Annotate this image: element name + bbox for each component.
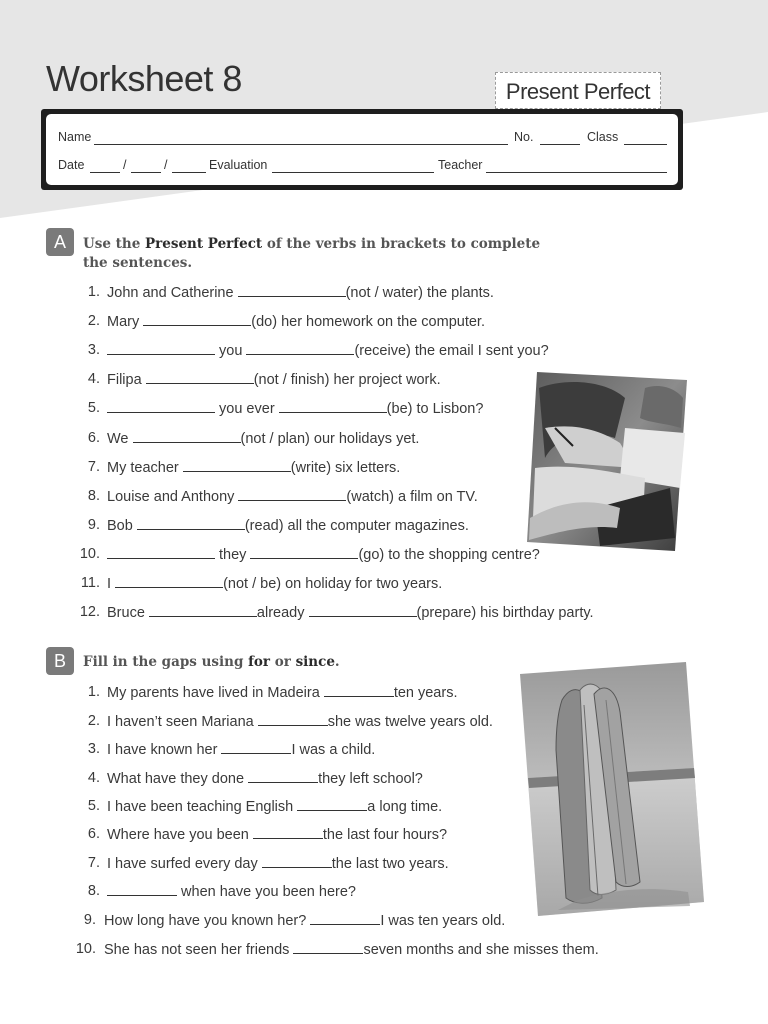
item-number: 6. [87, 826, 100, 842]
section-a-instruction [83, 235, 603, 273]
surfboards-beach-photo [518, 660, 706, 918]
sentence-text: Mary [107, 314, 144, 330]
sentence-text: (not / finish) her project work. [253, 372, 441, 388]
answer-blank[interactable] [310, 912, 380, 925]
answer-blank[interactable] [262, 855, 332, 868]
item-number: 9. [87, 517, 100, 533]
sentence-text: I have been teaching English [107, 799, 298, 815]
sentence-text: she was twelve years old. [327, 714, 493, 730]
date-slash-2: / [164, 158, 168, 172]
answer-blank[interactable] [246, 342, 354, 355]
answer-blank[interactable] [146, 371, 254, 384]
item-number: 6. [87, 430, 100, 446]
sentence-text: you [215, 343, 247, 359]
item-number: 1. [87, 284, 100, 300]
sentence-text: (not / water) the plants. [345, 285, 494, 301]
answer-blank[interactable] [297, 798, 367, 811]
sentence-text: a long time. [367, 799, 443, 815]
section-b-instruction [83, 653, 483, 672]
name-label: Name [58, 130, 92, 144]
item-number: 2. [87, 313, 100, 329]
date-day-field[interactable] [90, 172, 120, 173]
sentence-text: the last four hours? [322, 827, 448, 843]
sentence-text: ten years. [393, 685, 458, 701]
number-label: No. [514, 130, 534, 144]
answer-blank[interactable] [250, 546, 358, 559]
date-year-field[interactable] [172, 172, 206, 173]
answer-blank[interactable] [107, 883, 177, 896]
teacher-label: Teacher [438, 158, 483, 172]
instruction-text: of the verbs in brackets to complete [266, 236, 541, 252]
sentence-text: Bruce [107, 605, 149, 621]
sentence-text: I was ten years old. [380, 913, 506, 929]
sentence-text: Louise and Anthony [107, 489, 239, 505]
instruction-keyword-for: for [248, 654, 271, 670]
answer-blank[interactable] [253, 826, 323, 839]
sentence-text: My parents have lived in Madeira [107, 685, 324, 701]
sentence-text: I have known her [107, 742, 222, 758]
item-number: 1. [87, 684, 100, 700]
sentence-text: I haven’t seen Mariana [107, 714, 258, 730]
item-number: 11. [80, 575, 100, 591]
date-slash-1: / [123, 158, 127, 172]
answer-blank[interactable] [238, 488, 346, 501]
item-number: 3. [87, 342, 100, 358]
item-number: 4. [87, 770, 100, 786]
sentence-text: John and Catherine [107, 285, 238, 301]
answer-blank[interactable] [107, 342, 215, 355]
item-number: 5. [87, 798, 100, 814]
answer-blank[interactable] [143, 313, 251, 326]
answer-blank[interactable] [107, 546, 215, 559]
instruction-tense: Present Perfect [145, 236, 263, 252]
item-number: 8. [87, 488, 100, 504]
sentence-text: (not / be) on holiday for two years. [223, 576, 443, 592]
worksheet-title: Worksheet 8 [46, 58, 242, 99]
answer-blank[interactable] [248, 770, 318, 783]
sentence-text: the last two years. [331, 856, 449, 872]
answer-blank[interactable] [221, 741, 291, 754]
answer-blank[interactable] [107, 400, 215, 413]
date-label: Date [58, 158, 85, 172]
answer-blank[interactable] [258, 713, 328, 726]
evaluation-label: Evaluation [209, 158, 268, 172]
sentence-text: My teacher [107, 460, 183, 476]
instruction-text: the sentences. [83, 255, 193, 271]
item-number: 8. [87, 883, 100, 899]
sentence-text: (write) six letters. [290, 460, 401, 476]
sentence-text: What have they done [107, 771, 249, 787]
sentence-text: I was a child. [291, 742, 376, 758]
sentence-text: (do) her homework on the computer. [251, 314, 485, 330]
section-b-badge: B [46, 647, 74, 675]
answer-blank[interactable] [324, 684, 394, 697]
sentence-text: (receive) the email I sent you? [354, 343, 549, 359]
answer-blank[interactable] [183, 459, 291, 472]
instruction-keyword-since: since [295, 654, 335, 670]
instruction-text: Use the [83, 236, 141, 252]
item-number: 10. [79, 546, 100, 562]
answer-blank[interactable] [238, 284, 346, 297]
answer-blank[interactable] [309, 604, 417, 617]
sentence-text: I [107, 576, 116, 592]
answer-blank[interactable] [137, 517, 245, 530]
sentence-text: they [215, 547, 251, 563]
sentence-text: (watch) a film on TV. [346, 489, 478, 505]
answer-blank[interactable] [133, 430, 241, 443]
sentence-text: already [256, 605, 309, 621]
instruction-text: or [274, 654, 291, 670]
item-number: 7. [87, 459, 100, 475]
sentence-text: How long have you known her? [104, 913, 311, 929]
teacher-field[interactable] [486, 172, 667, 173]
answer-blank[interactable] [279, 400, 387, 413]
sentence-text: We [107, 431, 133, 447]
number-field[interactable] [540, 144, 580, 145]
item-number: 7. [87, 855, 100, 871]
item-number: 5. [87, 400, 100, 416]
answer-blank[interactable] [149, 604, 257, 617]
sentence-text: Filipa [107, 372, 146, 388]
answer-blank[interactable] [293, 941, 363, 954]
item-number: 9. [83, 912, 96, 928]
student-info-box [41, 109, 683, 190]
item-number: 3. [87, 741, 100, 757]
sentence-text: when have you been here? [177, 884, 356, 900]
topic-label: Present Perfect [495, 72, 661, 109]
evaluation-field[interactable] [272, 172, 434, 173]
sentence-text: I have surfed every day [107, 856, 262, 872]
item-number: 12. [79, 604, 100, 620]
section-a-badge: A [46, 228, 74, 256]
date-month-field[interactable] [131, 172, 161, 173]
class-field[interactable] [624, 144, 667, 145]
sentence-text: (go) to the shopping centre? [358, 547, 540, 563]
item-number: 4. [87, 371, 100, 387]
answer-blank[interactable] [115, 575, 223, 588]
sentence-text: seven months and she misses them. [363, 942, 599, 958]
sentence-text: (be) to Lisbon? [386, 401, 484, 417]
instruction-text: . [334, 654, 340, 670]
students-writing-photo [525, 368, 690, 553]
item-number: 10. [75, 941, 96, 957]
sentence-text: Where have you been [107, 827, 253, 843]
sentence-text: they left school? [318, 771, 423, 787]
sentence-text: (read) all the computer magazines. [244, 518, 469, 534]
name-field[interactable] [94, 144, 508, 145]
sentence-text: you ever [215, 401, 279, 417]
sentence-text: (prepare) his birthday party. [416, 605, 594, 621]
sentence-text: She has not seen her friends [104, 942, 294, 958]
item-number: 2. [87, 713, 100, 729]
sentence-text: (not / plan) our holidays yet. [240, 431, 420, 447]
class-label: Class [587, 130, 619, 144]
instruction-text: Fill in the gaps using [83, 654, 244, 670]
sentence-text: Bob [107, 518, 137, 534]
